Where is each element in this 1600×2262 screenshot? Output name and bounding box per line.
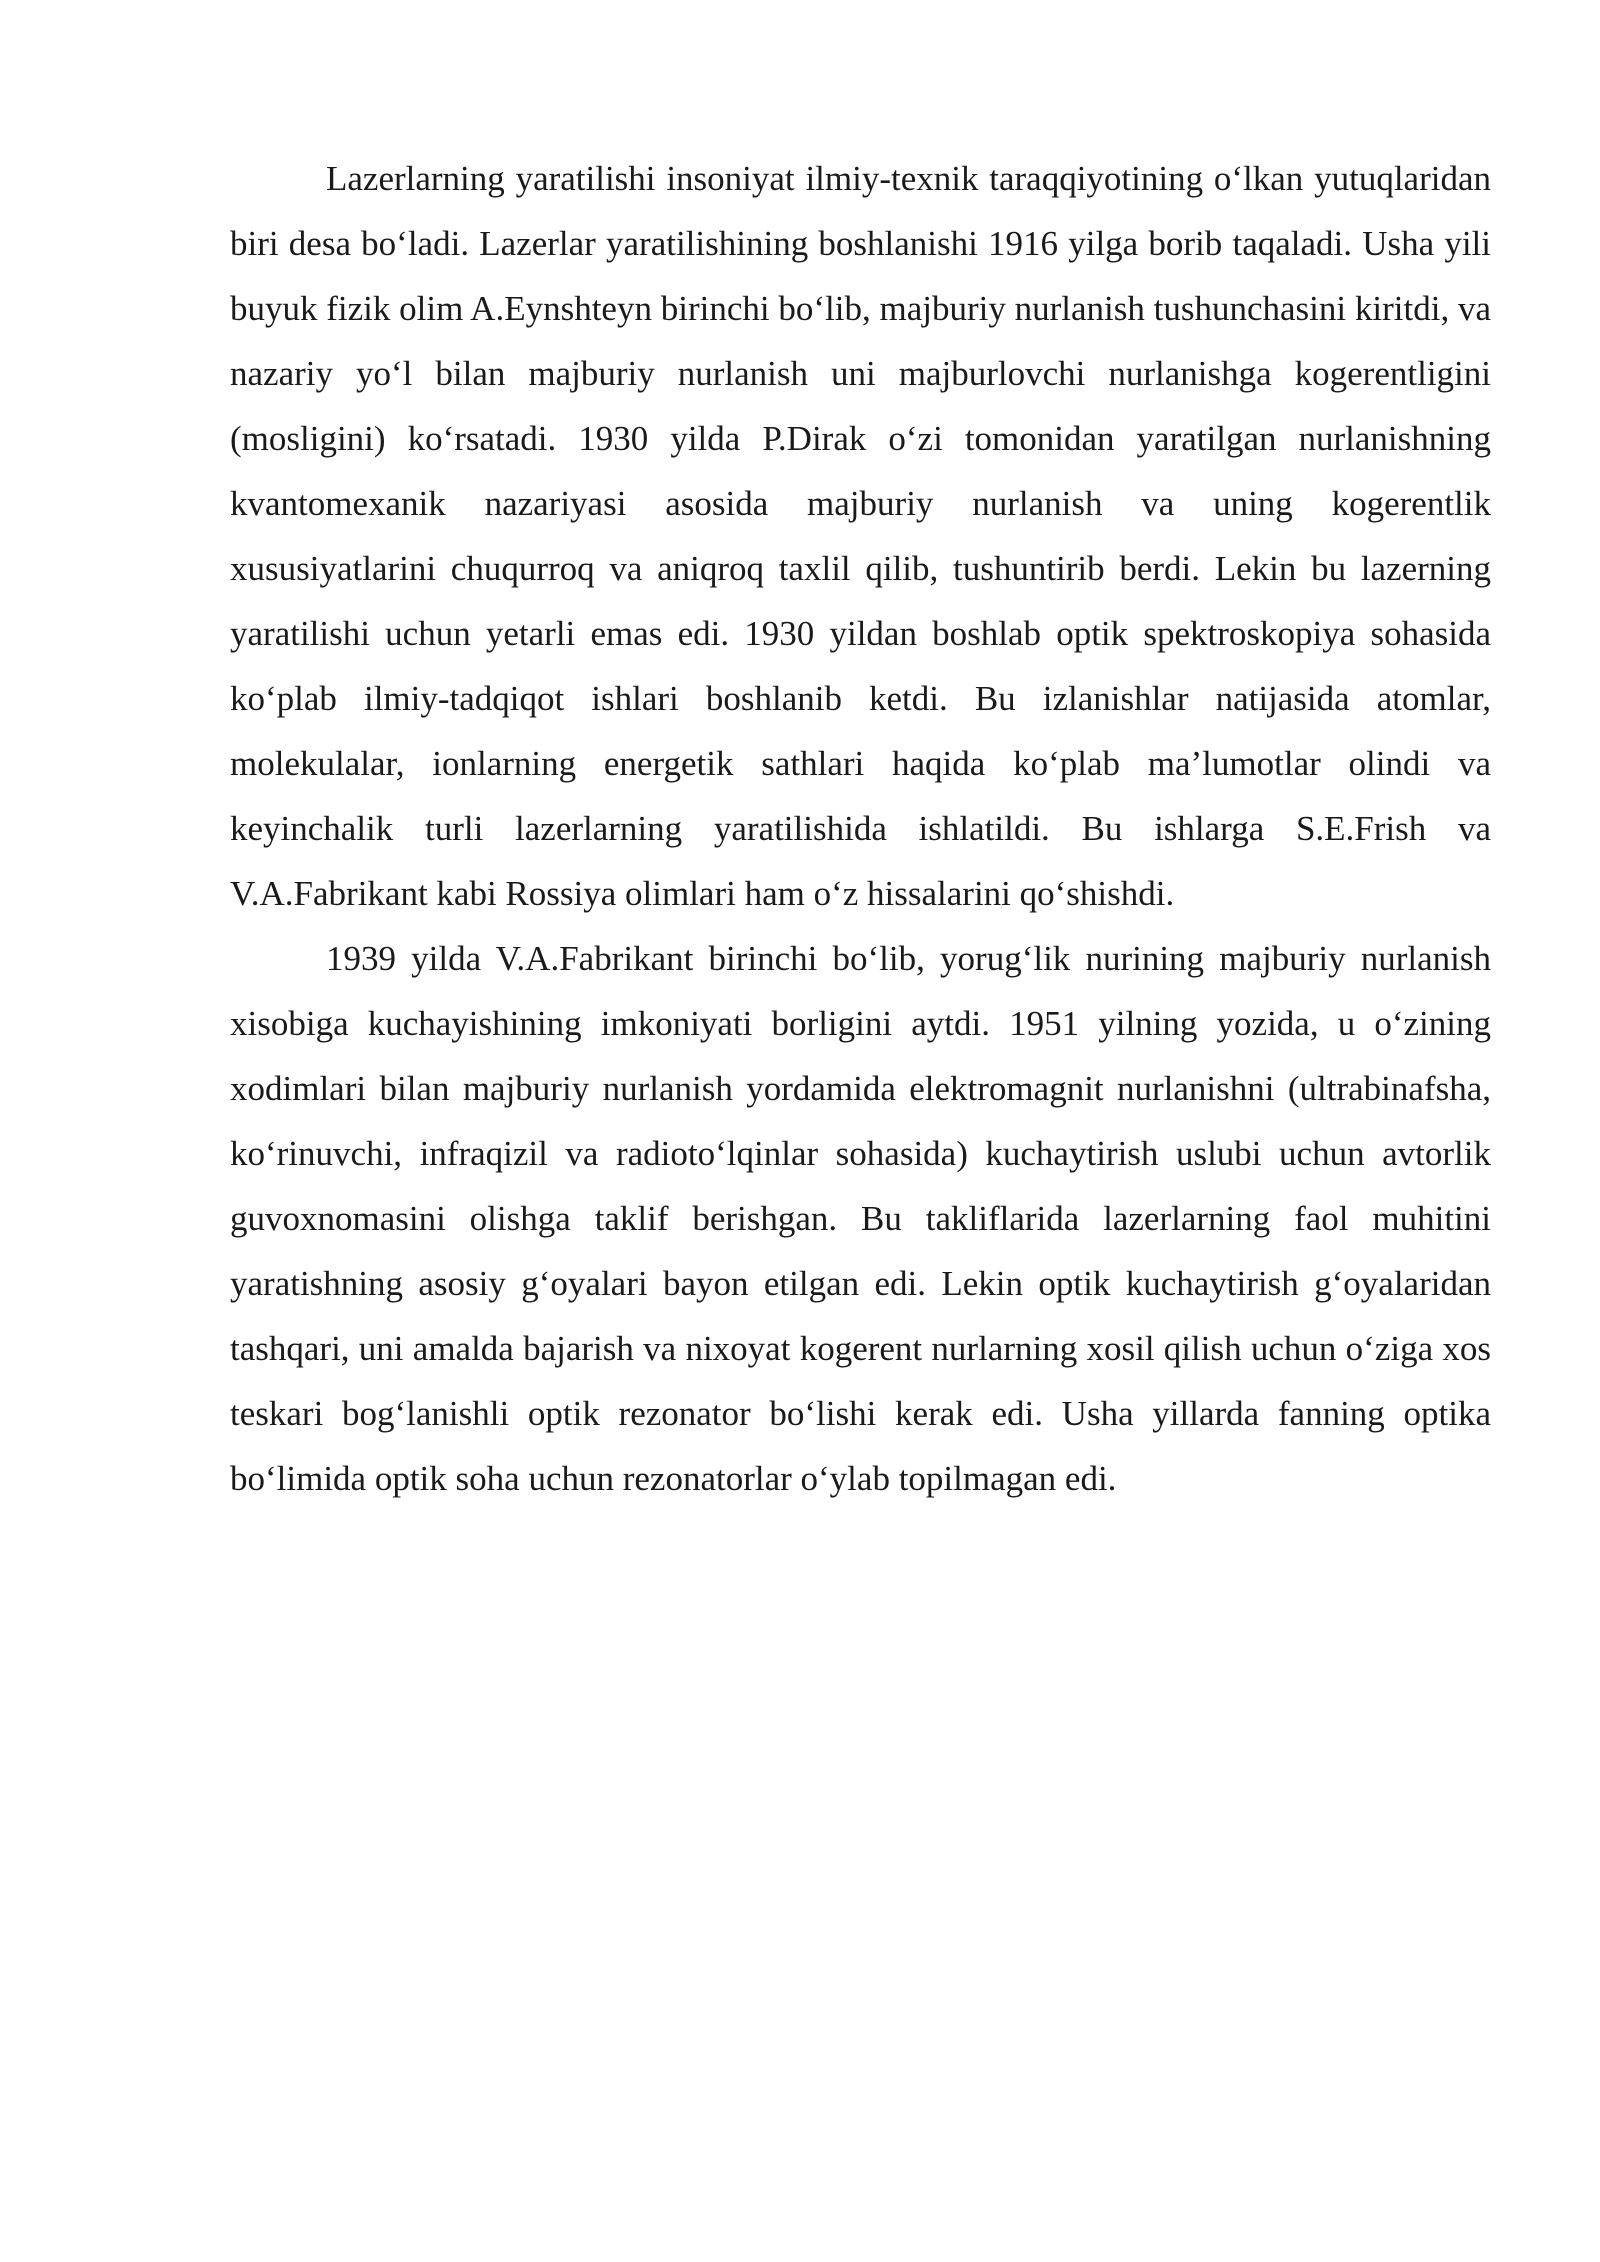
document-body [230, 146, 1491, 1511]
paragraph-2: 1939 yilda V.A.Fabrikant birinchi bo‘lib, yorug‘lik nurining majburiy nurlanish xisobiga kuchayishining imkoniyati borligini aytdi. 1951 yilning yozida, u o‘zining xodimlari bilan majburiy nurlanish yordamida elektromagnit nurlanishni (ultrabinafsha, ko‘rinuvchi, infraqizil va radioto‘lqinlar sohasida) kuchaytirish uslubi uchun avtorlik guvoxnomasini olishga taklif berishgan. Bu takliflarida lazerlarning faol muhitini yaratishning asosiy g‘oyalari bayon etilgan edi. Lekin optik kuchaytirish g‘oyalaridan tashqari, uni amalda bajarish va nixoyat kogerent nurlarning xosil qilish uchun o‘ziga xos teskari bog‘lanishli optik rezonator bo‘lishi kerak edi. Usha yillarda fanning optika bo‘limida optik soha uchun rezonatorlar o‘ylab topilmagan edi. [230, 939, 1491, 1498]
paragraph-1: Lazerlarning yaratilishi insoniyat ilmiy-texnik taraqqiyotining o‘lkan yutuqlaridan biri desa bo‘ladi. Lazerlar yaratilishining boshlanishi 1916 yilga borib taqaladi. Usha yili buyuk fizik olim A.Eynshteyn birinchi bo‘lib, majburiy nurlanish tushunchasini kiritdi, va nazariy yo‘l bilan majburiy nurlanish uni majburlovchi nurlanishga kogerentligini (mosligini) ko‘rsatadi. 1930 yilda P.Dirak o‘zi tomonidan yaratilgan nurlanishning kvantomexanik nazariyasi asosida majburiy nurlanish va uning kogerentlik xususiyatlarini chuqurroq va aniqroq taxlil qilib, tushuntirib berdi. Lekin bu lazerning yaratilishi uchun yetarli emas edi. 1930 yildan boshlab optik spektroskopiya sohasida ko‘plab ilmiy-tadqiqot ishlari boshlanib ketdi. Bu izlanishlar natijasida atomlar, molekulalar, ionlarning energetik sathlari haqida ko‘plab ma’lumotlar olindi va keyinchalik turli lazerlarning yaratilishida ishlatildi. Bu ishlarga S.E.Frish va V.A.Fabrikant kabi Rossiya olimlari ham o‘z hissalarini qo‘shishdi. [230, 159, 1491, 913]
